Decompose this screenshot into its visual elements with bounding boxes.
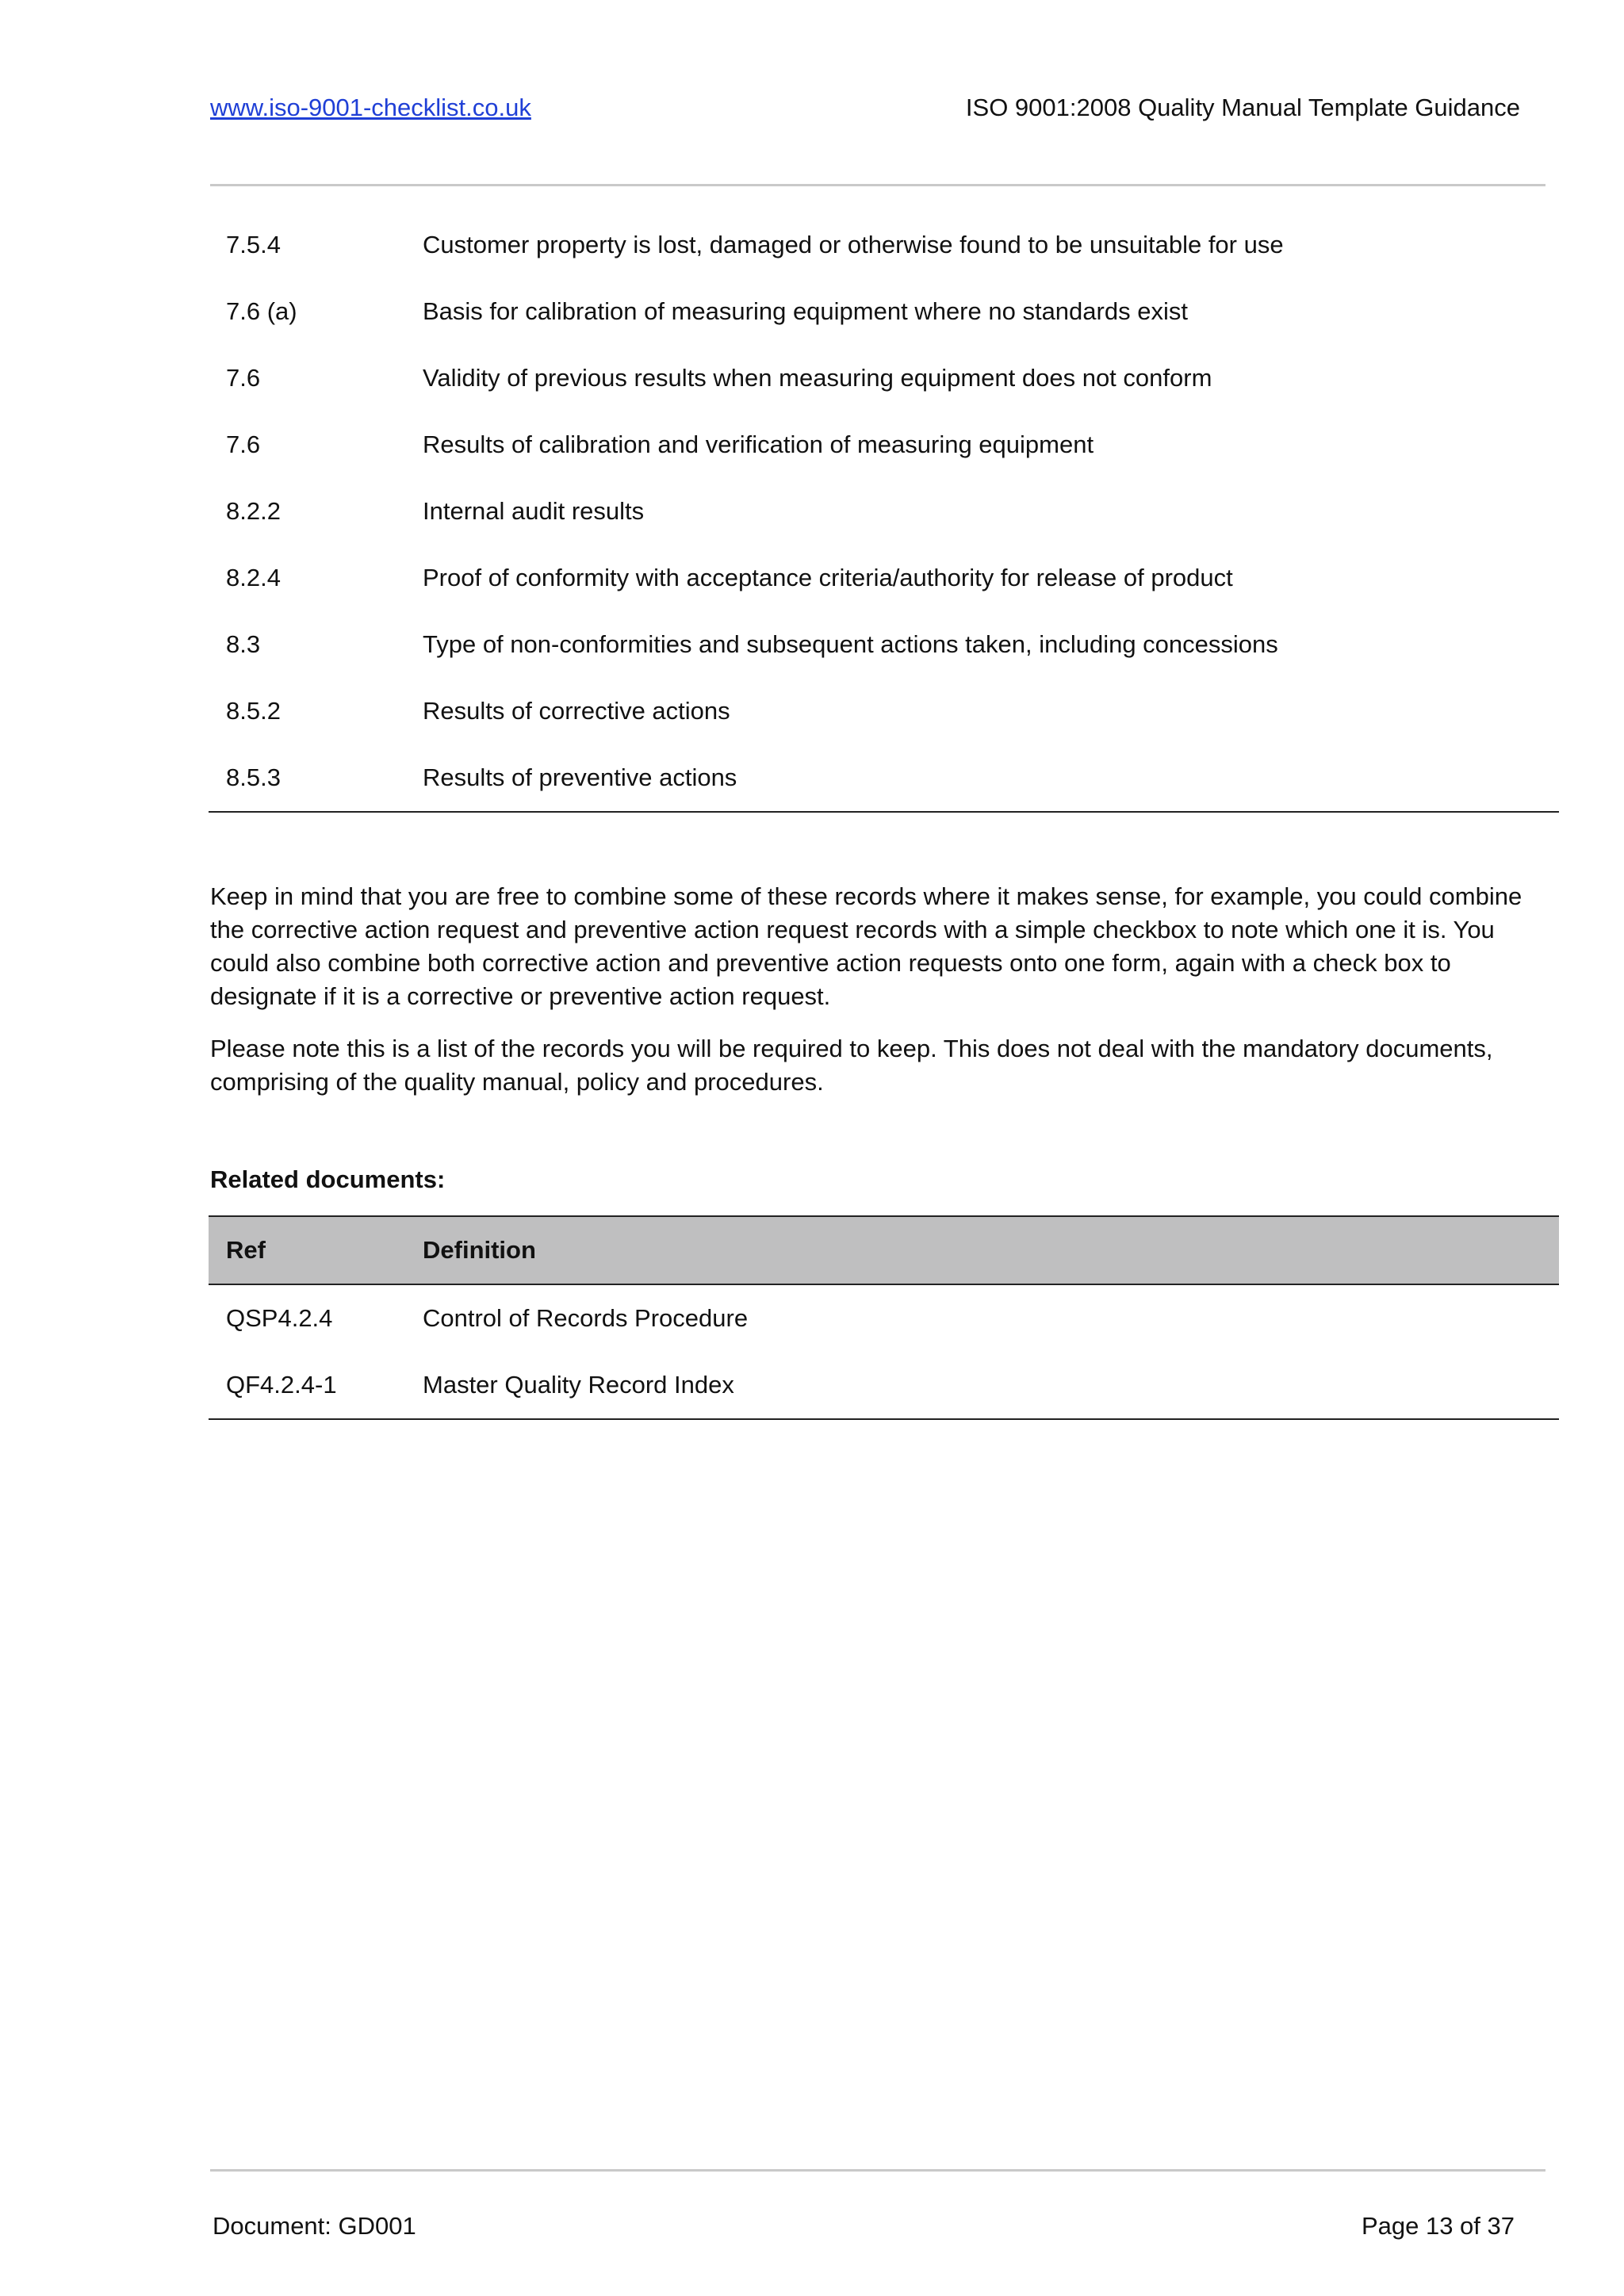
footer-divider: [210, 2169, 1545, 2172]
table-row: [209, 345, 1559, 411]
clause-ref: 7.6: [226, 430, 261, 458]
document-definition: Control of Records Procedure: [423, 1304, 749, 1332]
record-definition: Results of preventive actions: [423, 763, 737, 791]
table-row: [209, 1285, 1559, 1352]
combine-records-paragraph: Keep in mind that you are free to combine some of these records where it makes sense, for example, you could combine the corrective action request and preventive action request records with a simple checkbox to note which one it is. You could also combine both corrective action and preventive action requests onto one form, again with a check box to designate if it is a corrective or preventive action request.: [210, 882, 1522, 1010]
table-row: [209, 212, 1559, 278]
clause-ref: 7.6: [226, 364, 261, 392]
record-definition: Internal audit results: [423, 497, 645, 525]
clause-ref: 7.6 (a): [226, 297, 297, 325]
clause-ref: 8.3: [226, 630, 261, 658]
footer-page-number: Page 13 of 37: [1361, 2212, 1515, 2240]
related-documents-table: [209, 1215, 1559, 1420]
table-row: [209, 478, 1559, 545]
records-table: [209, 212, 1559, 813]
table-header-row: [209, 1215, 1559, 1285]
record-definition: Type of non-conformities and subsequent actions taken, including concessions: [423, 630, 1278, 658]
document-ref: QSP4.2.4: [226, 1304, 333, 1332]
related-documents-heading: Related documents:: [210, 1165, 446, 1193]
website-link[interactable]: www.iso-9001-checklist.co.uk: [210, 94, 531, 121]
table-row: [209, 611, 1559, 678]
document-definition: Master Quality Record Index: [423, 1371, 734, 1399]
clause-ref: 8.2.4: [226, 564, 281, 591]
record-definition: Results of corrective actions: [423, 697, 730, 725]
table-row: [209, 411, 1559, 478]
clause-ref: 8.5.3: [226, 763, 281, 791]
record-definition: Results of calibration and verification of measuring equipment: [423, 430, 1094, 458]
table-row: [209, 678, 1559, 744]
clause-ref: 7.5.4: [226, 231, 281, 258]
header-divider: [210, 184, 1545, 186]
records-note-paragraph: Please note this is a list of the records you will be required to keep. This does not deal with the mandatory documents, comprising of the quality manual, policy and procedures.: [210, 1035, 1493, 1096]
record-definition: Proof of conformity with acceptance criteria/authority for release of product: [423, 564, 1233, 591]
record-definition: Basis for calibration of measuring equipment where no standards exist: [423, 297, 1188, 325]
table-row: [209, 278, 1559, 345]
clause-ref: 8.5.2: [226, 697, 281, 725]
clause-ref: 8.2.2: [226, 497, 281, 525]
table-row: [209, 545, 1559, 611]
column-header-ref: Ref: [226, 1236, 266, 1264]
table-row: [209, 744, 1559, 811]
record-definition: Customer property is lost, damaged or otherwise found to be unsuitable for use: [423, 231, 1284, 258]
footer-document-id: Document: GD001: [213, 2212, 416, 2240]
document-title: ISO 9001:2008 Quality Manual Template Guidance: [965, 94, 1520, 121]
column-header-definition: Definition: [423, 1236, 536, 1264]
record-definition: Validity of previous results when measuring equipment does not conform: [423, 364, 1212, 392]
table-row: [209, 1352, 1559, 1418]
document-ref: QF4.2.4-1: [226, 1371, 337, 1399]
